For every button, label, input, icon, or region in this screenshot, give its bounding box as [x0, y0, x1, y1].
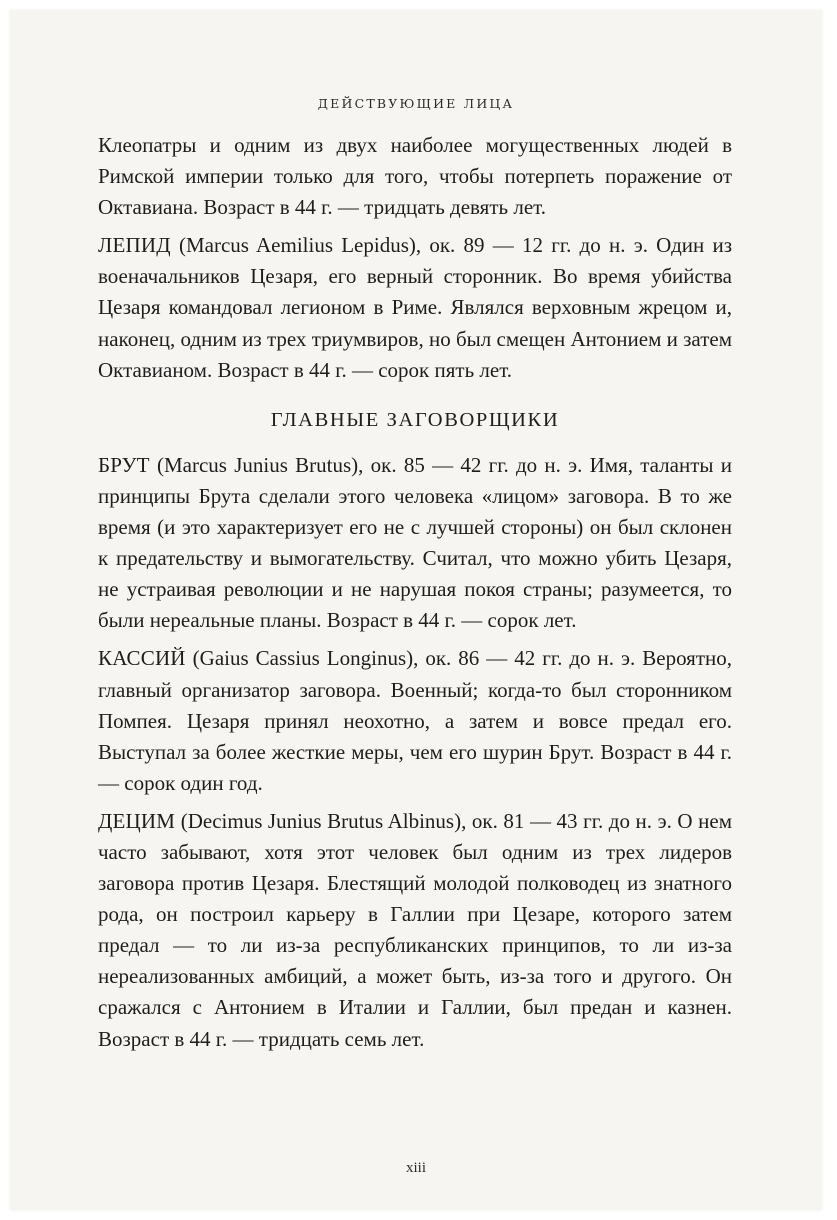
entry-cleopatra-continuation: [98, 130, 732, 223]
entry-text: (Marcus Junius Brutus), ок. 85 — 42 гг. до н. э. Имя, таланты и принципы Брута сделали этого человека «лицом» заговора. В то же время (и это характеризует его не с лучшей стороны) он был склонен к предательству и вымогательству. Считал, что можно убить Цезаря, не устраивая революции и не нарушая покоя страны; разумеется, то были нереальные планы. Возраст в 44 г. — сорок лет.: [98, 452, 732, 633]
entry-text: Клеопатры и одним из двух наиболее могущественных людей в Римской империи только для того, чтобы потерпеть поражение от Октавиана. Возраст в 44 г. — тридцать девять лет.: [98, 133, 732, 220]
entry-name: ЛЕПИД: [98, 233, 171, 258]
entry-text: (Decimus Junius Brutus Albinus), ок. 81 — 43 гг. до н. э. О нем часто забывают, хотя этот человек был одним из трех лидеров заговора против Цезаря. Блестящий молодой полководец из знатного рода, он построил карьеру в Галлии при Цезаре, которого затем предал — то ли из-за республиканских принципов, то ли из-за нереализованных амбиций, а может быть, из-за того и другого. Он сражался с Антонием в Италии и Галлии, был предан и казнен. Возраст в 44 г. — тридцать семь лет.: [98, 808, 732, 1051]
running-head: ДЕЙСТВУЮЩИЕ ЛИЦА: [317, 96, 515, 111]
entry-text: (Marcus Aemilius Lepidus), ок. 89 — 12 гг. до н. э. Один из военачальников Цезаря, его верный сторонник. Во время убийства Цезаря командовал легионом в Риме. Являлся верховным жрецом и, наконец, одним из трех триумвиров, но был смещен Антонием и затем Октавианом. Возраст в 44 г. — сорок пять лет.: [98, 233, 732, 382]
book-page: [10, 10, 822, 1210]
entry-lepidus: [98, 230, 732, 385]
entry-text: (Gaius Cassius Longinus), ок. 86 — 42 гг. до н. э. Вероятно, главный организатор заговора. Военный; когда-то был сторонником Помпея. Цезаря принял неохотно, а затем и вовсе предал его. Выступал за более жесткие меры, чем его шурин Брут. Возраст в 44 г. — сорок один год.: [98, 646, 732, 795]
entry-brutus: [98, 450, 732, 637]
entry-cassius: [98, 643, 732, 798]
section-title: ГЛАВНЫЕ ЗАГОВОРЩИКИ: [270, 408, 560, 431]
entry-name: БРУТ: [98, 452, 150, 477]
entry-name: ДЕЦИМ: [98, 808, 176, 833]
page-body: [98, 130, 732, 1055]
page-number: xiii: [405, 1160, 426, 1176]
entry-name: КАССИЙ: [98, 646, 186, 671]
entry-decimus: [98, 806, 732, 1055]
